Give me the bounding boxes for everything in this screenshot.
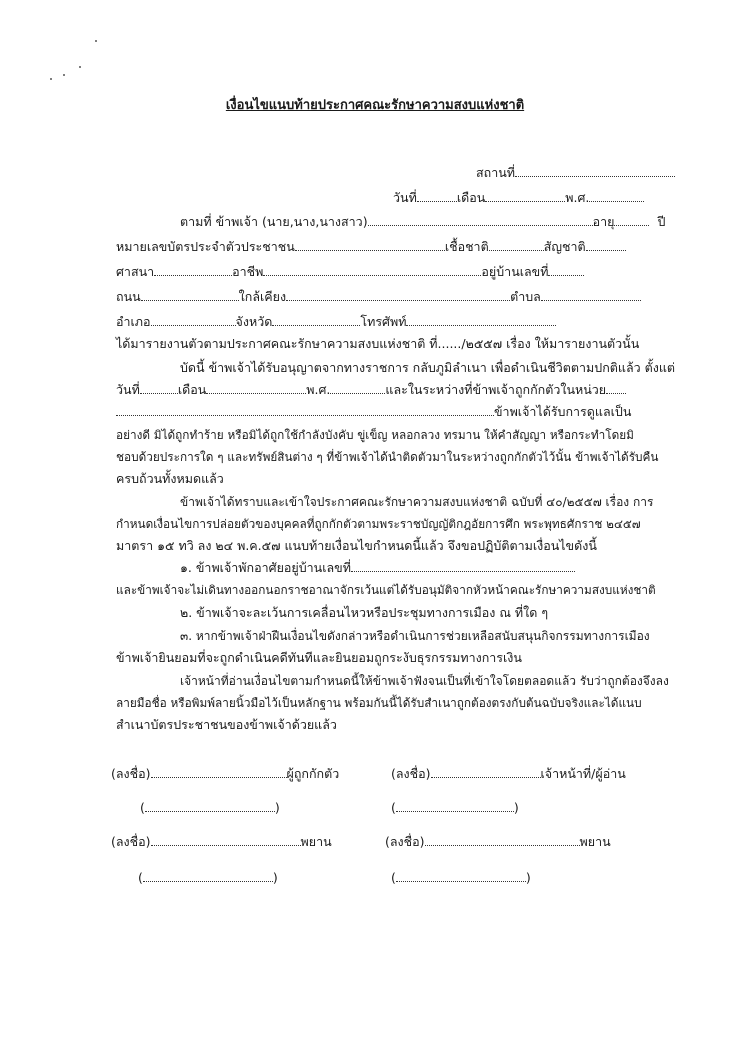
religion-field[interactable] xyxy=(154,264,232,276)
id-field[interactable] xyxy=(295,239,445,251)
witness-label: พยาน xyxy=(300,834,332,849)
date-label: วันที่ xyxy=(393,190,417,205)
unit-field-cont[interactable] xyxy=(116,404,494,416)
witness-2-sign-field[interactable] xyxy=(425,834,580,846)
religion-label: ศาสนา xyxy=(116,264,155,279)
sign-label: (ลงชื่อ) xyxy=(385,834,425,849)
house-no-label: อยู่บ้านเลขที่ xyxy=(481,264,549,279)
para3-line2: ลายมือชื่อ หรือพิมพ์ลายนิ้วมือไว้เป็นหลักฐาน พร้อมกันนี้ได้รับสำเนาถูกต้องตรงกับต้นฉบับจริงและได้แนบ xyxy=(116,696,642,710)
intro-text: ตามที่ ข้าพเจ้า (นาย,นาง,นางสาว) xyxy=(180,214,368,229)
subdistrict-field[interactable] xyxy=(541,289,641,301)
witness-2-name-field[interactable] xyxy=(396,870,526,882)
para1-date-label: วันที่ xyxy=(116,382,140,397)
near-field[interactable] xyxy=(286,289,510,301)
para2-line3: มาตรา ๑๕ ทวิ ลง ๒๔ พ.ค.๕๗ แนบท้ายเงื่อนไขกำหนดนี้แล้ว จึงขอปฏิบัติตามเงื่อนไขดังนี้ xyxy=(116,538,597,553)
officer-signature xyxy=(391,766,626,782)
witness-1-signature xyxy=(111,834,332,850)
officer-label: เจ้าหน้าที่/ผู้อ่าน xyxy=(540,766,626,781)
id-label: หมายเลขบัตรประจำตัวประชาชน xyxy=(116,239,295,254)
sign-label: (ลงชื่อ) xyxy=(111,766,151,781)
year-unit: ปี xyxy=(657,214,666,229)
close-paren: ) xyxy=(525,870,531,885)
place-line xyxy=(476,165,675,181)
para1-line2-tail: และในระหว่างที่ข้าพเจ้าถูกกักตัวในหน่วย xyxy=(385,382,607,397)
condition-1 xyxy=(180,560,575,576)
phone-label: โทรศัพท์ xyxy=(360,314,407,329)
condition-1-field[interactable] xyxy=(351,560,575,572)
place-label: สถานที่ xyxy=(476,165,516,180)
year-field[interactable] xyxy=(589,190,644,202)
near-label: ใกล้เคียง xyxy=(238,289,287,304)
para1-month-field[interactable] xyxy=(206,382,306,394)
para1-line5: ชอบด้วยประการใด ๆ และทรัพย์สินต่าง ๆ ที่ข้าพเจ้าได้นำติดตัวมาในระหว่างถูกกักตัวไว้นั้น ข้าพเจ้าได้รับคืน xyxy=(116,450,659,464)
condition-1-text: ๑. ข้าพเจ้าพักอาศัยอยู่บ้านเลขที่ xyxy=(180,560,351,575)
age-field[interactable] xyxy=(614,214,649,226)
religion-line xyxy=(116,264,584,280)
district-line xyxy=(116,314,556,330)
officer-sign-field[interactable] xyxy=(431,766,541,778)
report-line: ได้มารายงานตัวตามประกาศคณะรักษาความสงบแห่งชาติ ที่....../๒๕๕๗ เรื่อง ให้มารายงานตัวนั้น xyxy=(116,336,640,351)
sign-label: (ลงชื่อ) xyxy=(391,766,431,781)
para1-line4: อย่างดี มิได้ถูกทำร้าย หรือมิได้ถูกใช้กำลังบังคับ ขู่เข็ญ หลอกลวง ทรมาน ให้คำสัญญา หรือกระทำโดยมิ xyxy=(116,428,634,442)
para1-line3-tail: ข้าพเจ้าได้รับการดูแลเป็น xyxy=(494,404,632,419)
officer-name-field[interactable] xyxy=(396,800,514,812)
para3-line1: เจ้าหน้าที่อ่านเงื่อนไขตามกำหนดนี้ให้ข้าพเจ้าฟังจนเป็นที่เข้าใจโดยตลอดแล้ว รับว่าถูกต้องจึงลง xyxy=(180,674,669,688)
scan-speck xyxy=(95,40,97,42)
para1-line6: ครบถ้วนทั้งหมดแล้ว xyxy=(116,471,224,486)
subdistrict-label: ตำบล xyxy=(510,289,541,304)
district-field[interactable] xyxy=(151,314,236,326)
open-paren: ( xyxy=(391,800,396,815)
detainee-signature xyxy=(111,766,339,782)
condition-3-line2: ข้าพเจ้ายินยอมที่จะถูกดำเนินคดีทันทีและยินยอมถูกระงับธุรกรรมทางการเงิน xyxy=(116,650,522,665)
para1-line3 xyxy=(116,404,631,420)
unit-field[interactable] xyxy=(606,382,626,394)
detainee-name xyxy=(140,800,280,816)
witness-1-sign-field[interactable] xyxy=(151,834,301,846)
month-field[interactable] xyxy=(485,190,565,202)
scan-speck xyxy=(63,74,65,76)
phone-field[interactable] xyxy=(406,314,556,326)
para1-month-label: เดือน xyxy=(177,382,207,397)
house-no-field[interactable] xyxy=(548,264,584,276)
open-paren: ( xyxy=(140,800,145,815)
para1-year-label: พ.ศ. xyxy=(306,382,331,397)
occupation-label: อาชีพ xyxy=(232,264,264,279)
witness-label: พยาน xyxy=(579,834,611,849)
witness-2-signature xyxy=(385,834,611,850)
close-paren: ) xyxy=(272,870,278,885)
condition-3-line1: ๓. หากข้าพเจ้าฝ่าฝืนเงื่อนไขดังกล่าวหรือดำเนินการช่วยเหลือสนับสนุนกิจกรรมทางการเมือง xyxy=(180,629,650,643)
para2-line1: ข้าพเจ้าได้ทราบและเข้าใจประกาศคณะรักษาความสงบแห่งชาติ ฉบับที่ ๔๐/๒๕๕๗ เรื่อง การ xyxy=(180,495,654,509)
name-line xyxy=(180,214,665,230)
race-label: เชื้อชาติ xyxy=(444,239,489,254)
condition-1-cont: และข้าพเจ้าจะไม่เดินทางออกนอกราชอาณาจักรเว้นแต่ได้รับอนุมัติจากหัวหน้าคณะรักษาความสงบแห่งชาติ xyxy=(116,583,656,597)
detainee-label: ผู้ถูกกักตัว xyxy=(286,766,340,781)
para1-year-field[interactable] xyxy=(330,382,385,394)
scan-speck xyxy=(79,66,81,68)
road-label: ถนน xyxy=(116,289,141,304)
close-paren: ) xyxy=(513,800,519,815)
nationality-field[interactable] xyxy=(586,239,626,251)
district-label: อำเภอ xyxy=(116,314,151,329)
para2-line2: กำหนดเงื่อนไขการปล่อยตัวของบุคคลที่ถูกกักตัวตามพระราชบัญญัติกฎอัยการศึก พระพุทธศักราช ๒๔๕๗ xyxy=(116,517,641,531)
road-line xyxy=(116,289,641,305)
officer-name xyxy=(391,800,519,816)
scan-speck xyxy=(50,78,52,80)
para1-date-field[interactable] xyxy=(140,382,178,394)
date-field[interactable] xyxy=(417,190,457,202)
occupation-field[interactable] xyxy=(263,264,481,276)
witness-1-name xyxy=(138,870,278,886)
date-line xyxy=(393,190,644,206)
province-label: จังหวัด xyxy=(235,314,273,329)
open-paren: ( xyxy=(138,870,143,885)
para1-line1: บัดนี้ ข้าพเจ้าได้รับอนุญาตจากทางราชการ กลับภูมิลำเนา เพื่อดำเนินชีวิตตามปกติแล้ว ตั้งแต่ xyxy=(180,360,676,375)
witness-2-name xyxy=(391,870,531,886)
race-field[interactable] xyxy=(489,239,544,251)
document-title: เงื่อนไขแนบท้ายประกาศคณะรักษาความสงบแห่งชาติ xyxy=(225,98,525,113)
witness-1-name-field[interactable] xyxy=(143,870,273,882)
detainee-name-field[interactable] xyxy=(145,800,275,812)
id-line xyxy=(116,239,626,255)
province-field[interactable] xyxy=(272,314,360,326)
condition-2: ๒. ข้าพเจ้าจะละเว้นการเคลื่อนไหวหรือประชุมทางการเมือง ณ ที่ใด ๆ xyxy=(180,605,549,620)
open-paren: ( xyxy=(391,870,396,885)
year-label: พ.ศ. xyxy=(565,190,590,205)
place-field[interactable] xyxy=(515,165,675,177)
nationality-label: สัญชาติ xyxy=(543,239,586,254)
sign-label: (ลงชื่อ) xyxy=(111,834,151,849)
age-label: อายุ xyxy=(592,214,615,229)
month-label: เดือน xyxy=(456,190,486,205)
close-paren: ) xyxy=(274,800,280,815)
name-field[interactable] xyxy=(368,214,593,226)
para3-line3: สำเนาบัตรประชาชนของข้าพเจ้าด้วยแล้ว xyxy=(116,717,337,732)
para1-line2 xyxy=(116,382,626,398)
detainee-sign-field[interactable] xyxy=(151,766,287,778)
road-field[interactable] xyxy=(141,289,239,301)
